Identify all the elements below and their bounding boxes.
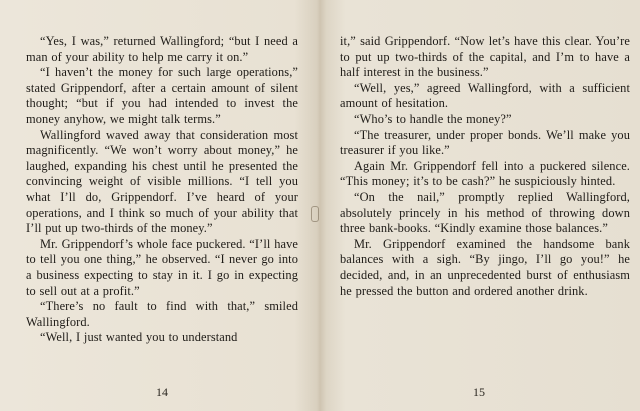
paragraph: “The treasurer, under proper bonds. We’ll make you treasurer if you like.” (340, 127, 630, 158)
right-page (322, 0, 640, 411)
paragraph: “Who’s to handle the money?” (354, 111, 512, 126)
paragraph: it,” said Grippendorf. “Now let’s have this clear. You’re to put up two-thirds of the capital, and I’m to have a half interest in the business.” (340, 34, 630, 80)
right-page-text (340, 34, 630, 299)
page-number: 15 (473, 385, 485, 399)
paragraph: “There’s no fault to find with that,” smiled Wallingford. (26, 299, 298, 329)
paragraph: “On the nail,” promptly replied Wallingford, absolutely princely in his method of throwing down three bank-books. “Kindly examine those balances.” (340, 189, 630, 236)
paragraph: “Well, yes,” agreed Wallingford, with a sufficient amount of hesitation. (340, 80, 630, 111)
paragraph: “Well, I just wanted you to understand (40, 330, 238, 345)
paragraph: Mr. Grippendorf’s whole face puckered. “I’ll have to tell you one thing,” he observed. “I never go into a business expecting to stay in it. I go in expecting to sell out at a profit.” (26, 236, 298, 298)
page-number: 14 (156, 385, 168, 399)
paragraph: “I haven’t the money for such large operations,” stated Grippendorf, after a certain amount of silent thought; “but if you had intended to invest the money anyhow, we might talk terms.” (26, 65, 298, 126)
paragraph: “Yes, I was,” returned Wallingford; “but I need a man of your ability to help me carry it on.” (26, 34, 298, 64)
paragraph: Wallingford waved away that consideration most magnificently. “We won’t worry about money,” he laughed, expanding his chest until he presented the convincing weight of visible millions. “I tell you what I’ll do, Grippendorf. I’ve heard of your operations, and I think so much of your ability that I’ll put up two-thirds of the money.” (26, 127, 298, 236)
left-page-text (26, 34, 298, 346)
paragraph: Mr. Grippendorf examined the handsome bank balances with a sigh. “By jingo, I’ll go you!” he decided, and, in an unprecedented burst of enthusiasm he pressed the button and ordered another drink. (340, 236, 630, 298)
left-page (0, 0, 318, 411)
paragraph: Again Mr. Grippendorf fell into a puckered silence. “This money; it’s to be cash?” he suspiciously hinted. (340, 158, 630, 189)
binding-staple-mark (311, 206, 319, 222)
